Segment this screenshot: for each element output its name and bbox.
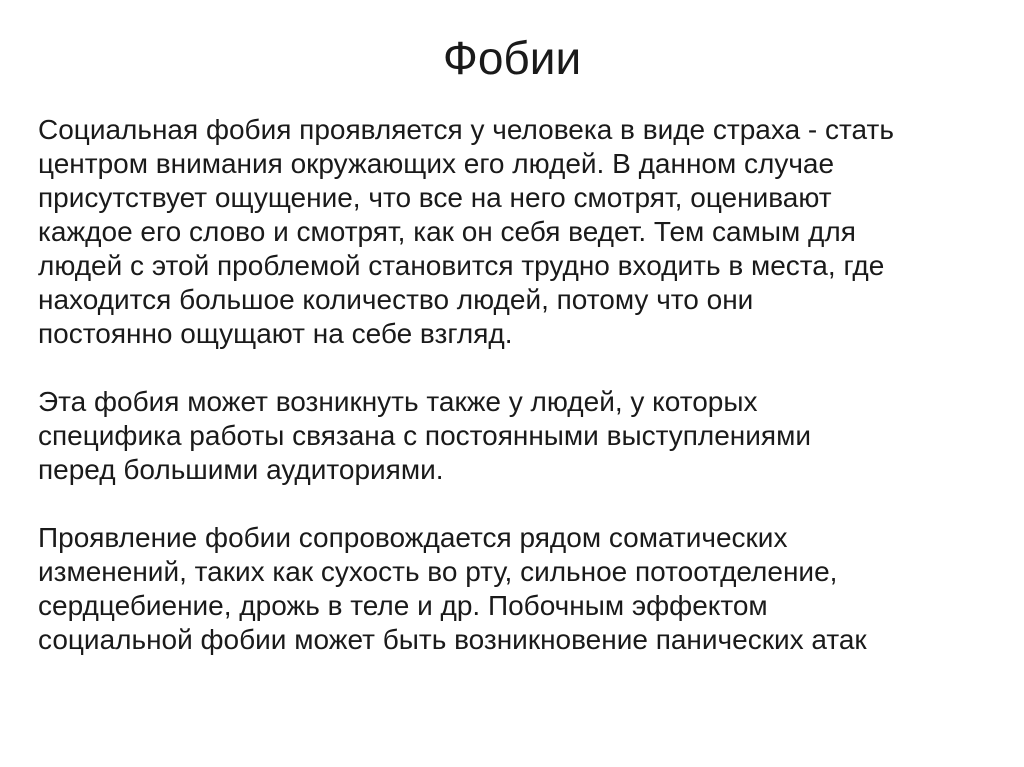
paragraph-somatic-symptoms [38,521,1018,657]
text-line: Социальная фобия проявляется у человека в виде страха - стать [38,114,894,145]
text-line: Эта фобия может возникнуть также у людей, у которых [38,386,758,417]
text-line: специфика работы связана с постоянными выступлениями [38,420,811,451]
text-line: сердцебиение, дрожь в теле и др. Побочным эффектом [38,590,768,621]
text-line: социальной фобии может быть возникновение панических атак [38,624,867,655]
slide-title: Фобии [442,32,582,84]
text-line: Проявление фобии сопровождается рядом соматических [38,522,788,553]
text-line: находится большое количество людей, потому что они [38,284,754,315]
text-line: каждое его слово и смотрят, как он себя ведет. Тем самым для [38,216,856,247]
paragraph-public-speaking [38,385,1018,487]
paragraph-social-phobia [38,113,1018,351]
text-line: центром внимания окружающих его людей. В данном случае [38,148,835,179]
slide-body [38,113,1018,691]
text-line: постоянно ощущают на себе взгляд. [38,318,513,349]
text-line: присутствует ощущение, что все на него смотрят, оценивают [38,182,832,213]
text-line: изменений, таких как сухость во рту, сильное потоотделение, [38,556,838,587]
text-line: перед большими аудиториями. [38,454,444,485]
text-line: людей с этой проблемой становится трудно входить в места, где [38,250,885,281]
